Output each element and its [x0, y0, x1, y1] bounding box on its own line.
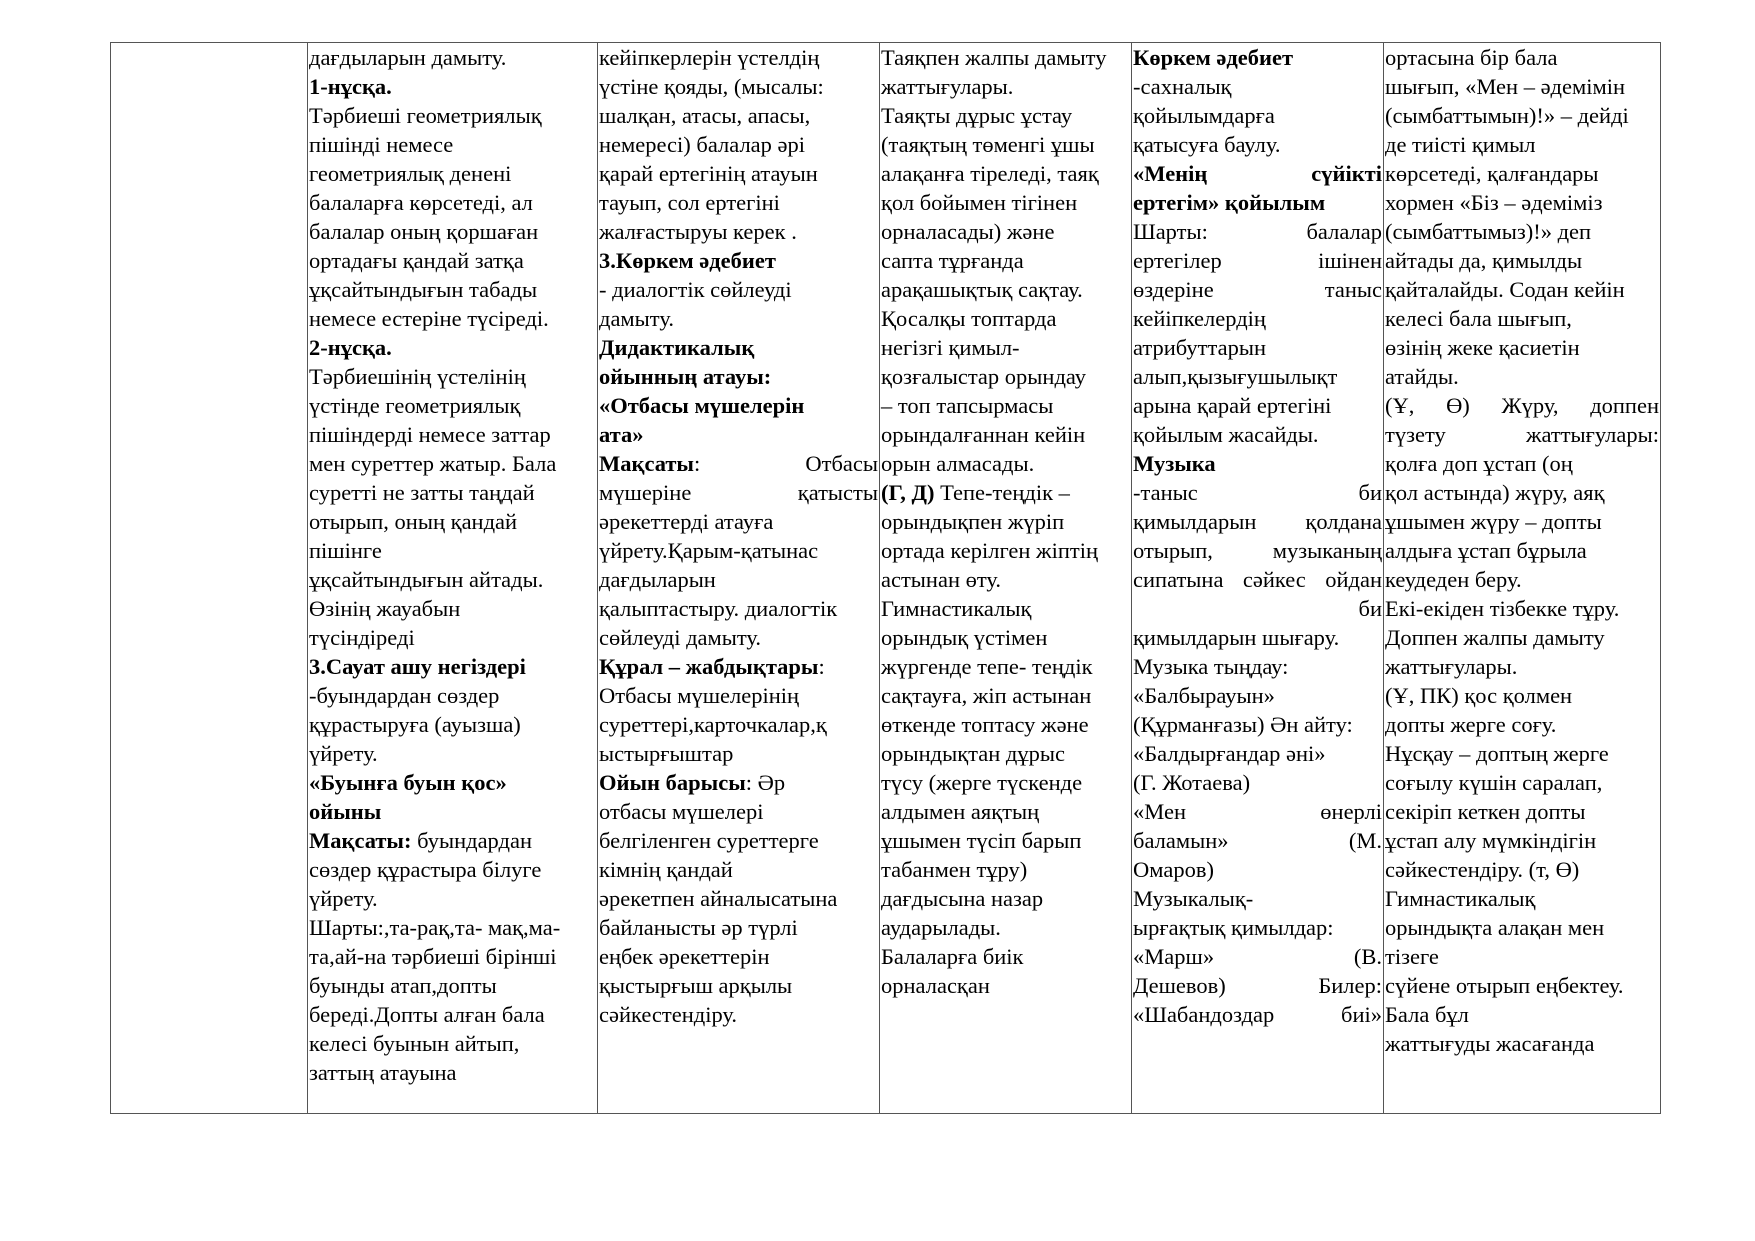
text-run: Тепе-теңдік –	[934, 480, 1070, 505]
text-line: би	[1358, 596, 1382, 621]
text-line: 1-нұсқа.	[309, 74, 392, 99]
text-line	[1133, 478, 1382, 507]
text-line: пішінді немесе	[309, 132, 454, 157]
text-line	[1385, 420, 1659, 449]
text-line: 3.Көркем әдебиет	[599, 248, 776, 273]
text-run: ойдан	[1325, 567, 1382, 592]
word-group	[599, 449, 700, 478]
text-line: заттың атауына	[309, 1060, 457, 1085]
text-line: шалқан, атасы, апасы,	[599, 103, 811, 128]
text-line: құрастыруға (ауызша)	[309, 712, 521, 737]
text-run: ішінен	[1318, 248, 1382, 273]
text-line	[881, 478, 1130, 507]
text-line: белгіленген суреттерге	[599, 828, 819, 853]
text-line: немесе естеріне түсіреді.	[309, 306, 549, 331]
text-line	[1133, 507, 1382, 536]
text-run: «Шабандоздар	[1133, 1002, 1275, 1027]
text-line: Балаларға биік	[881, 944, 1024, 969]
text-line: тауып, сол ертегіні	[599, 190, 780, 215]
text-line: жалғастыруы керек .	[599, 219, 797, 244]
text-run: -таныс	[1133, 480, 1198, 505]
text-line: Тәрбиешінің үстелінің	[309, 364, 526, 389]
text-line: ортадағы қандай затқа	[309, 248, 524, 273]
word-group	[1318, 971, 1382, 1000]
text-run: «Марш»	[1133, 944, 1215, 969]
text-line: (таяқтың төменгі ұшы	[881, 132, 1095, 157]
text-line: алып,қызығушылықт	[1133, 364, 1338, 389]
text-line: «Балдырғандар әні»	[1133, 741, 1326, 766]
text-line: орындықпен жүріп	[881, 509, 1065, 534]
text-line: үйрету.	[309, 741, 378, 766]
text-line: Музыкалық-	[1133, 886, 1254, 911]
word-group	[1305, 507, 1382, 536]
text-line: ырғақтық қимылдар:	[1133, 915, 1334, 940]
text-run: қатысты	[797, 480, 878, 505]
text-line: орналасады) және	[881, 219, 1055, 244]
text-line: арына қарай ертегіні	[1133, 393, 1332, 418]
text-line: қайталайды. Содан кейін	[1385, 277, 1625, 302]
text-line	[1133, 275, 1382, 304]
text-run: балалар	[1306, 219, 1382, 244]
word-group	[599, 478, 691, 507]
text-line	[599, 652, 878, 681]
text-line: Музыка тыңдау:	[1133, 654, 1289, 679]
text-line: кейіпкелердің	[1133, 306, 1266, 331]
text-run: мүшеріне	[599, 480, 692, 505]
col-1-cell	[308, 43, 598, 1114]
text-line: Дидактикалық	[599, 335, 755, 360]
text-line: мен суреттер жатыр. Бала	[309, 451, 557, 476]
text-run: «Менің	[1133, 161, 1208, 186]
text-line	[1133, 217, 1382, 246]
text-run: (М.	[1348, 828, 1382, 853]
text-line: 3.Сауат ашу негіздері	[309, 654, 526, 679]
text-run: Құрал – жабдықтары	[599, 654, 819, 679]
text-run: Ойын барысы	[599, 770, 746, 795]
text-line: ертегім» қойылым	[1133, 190, 1326, 215]
text-line	[1133, 1000, 1382, 1029]
word-group	[1446, 391, 1470, 420]
text-line: қарай ертегінің атауын	[599, 161, 818, 186]
text-line	[1385, 391, 1659, 420]
text-line: алдыға ұстап бұрыла	[1385, 538, 1587, 563]
text-line: - диалогтік сөйлеуді	[599, 277, 792, 302]
text-line: (Ұ, ПК) қос қолмен	[1385, 683, 1573, 708]
text-run: қимылдарын	[1133, 509, 1257, 534]
text-line	[599, 768, 878, 797]
text-line: орналасқан	[881, 973, 990, 998]
text-line: келесі бала шығып,	[1385, 306, 1572, 331]
text-line: қолға доп ұстап (оң	[1385, 451, 1573, 476]
text-line: кеудеден беру.	[1385, 567, 1522, 592]
text-line: табанмен тұру)	[881, 857, 1028, 882]
text-line: буынды атап,допты	[309, 973, 497, 998]
text-line: алдымен аяқтың	[881, 799, 1040, 824]
text-line: ұстап алу мүмкіндігін	[1385, 828, 1597, 853]
text-line: балалар оның қоршаған	[309, 219, 539, 244]
text-run: отырып,	[1133, 538, 1213, 563]
text-line: Көркем әдебиет	[1133, 45, 1294, 70]
text-line: отырып, оның қандай	[309, 509, 518, 534]
text-line: -буындардан сөздер	[309, 683, 500, 708]
text-run: Отбасы	[805, 451, 878, 476]
text-line: түсу (жерге түскенде	[881, 770, 1083, 795]
text-line: қыстырғыш арқылы	[599, 973, 793, 998]
text-line	[599, 478, 878, 507]
word-group	[1133, 159, 1207, 188]
text-line: қатысуға баулу.	[1133, 132, 1281, 157]
text-line: орындық үстімен	[881, 625, 1048, 650]
text-run: түзету	[1385, 422, 1446, 447]
text-line: балаларға көрсетеді, ал	[309, 190, 533, 215]
text-run: қолдана	[1305, 509, 1382, 534]
col-2-cell	[598, 43, 880, 1114]
text-run: сәйкес	[1242, 567, 1306, 592]
text-line: түсіндіреді	[309, 625, 415, 650]
text-line: орын алмасады.	[881, 451, 1035, 476]
text-line: Екі-екіден тізбекке тұру.	[1385, 596, 1620, 621]
col-4-cell	[1132, 43, 1384, 1114]
word-group	[1385, 391, 1414, 420]
text-run: таныс	[1324, 277, 1382, 302]
text-line: орындықтан дұрыс	[881, 741, 1065, 766]
text-run: сипатына	[1133, 567, 1224, 592]
text-line	[1133, 565, 1382, 594]
text-line: астынан өту.	[881, 567, 1002, 592]
text-line: сөйлеуді дамыту.	[599, 625, 762, 650]
text-line: өткенде топтасу және	[881, 712, 1089, 737]
word-group	[1325, 565, 1382, 594]
text-line: атрибуттарын	[1133, 335, 1266, 360]
text-line: ортасына бір бала	[1385, 45, 1558, 70]
text-line: аударылады.	[881, 915, 1001, 940]
text-line: немересі) балалар әрі	[599, 132, 806, 157]
word-group	[1133, 565, 1223, 594]
word-group	[1341, 1000, 1382, 1029]
text-line: Тәрбиеші геометриялық	[309, 103, 542, 128]
text-line: ұшымен түсіп барып	[881, 828, 1082, 853]
text-line: та,ай-на тәрбиеші бірінші	[309, 944, 557, 969]
text-run: ертегілер	[1133, 248, 1222, 273]
text-run: биі»	[1341, 1002, 1382, 1027]
text-line: келесі буынын айтып,	[309, 1031, 520, 1056]
word-group	[1502, 391, 1559, 420]
text-run: :	[694, 451, 701, 476]
text-line: қалыптастыру. диалогтік	[599, 596, 838, 621]
text-line: геометриялық денені	[309, 161, 512, 186]
text-line: Таяқты дұрыс ұстау	[881, 103, 1073, 128]
table-row	[111, 43, 1661, 1114]
word-group	[1133, 217, 1208, 246]
text-line: жаттығулары.	[1385, 654, 1518, 679]
text-line: пішінге	[309, 538, 382, 563]
text-line: әрекетпен айналысатына	[599, 886, 838, 911]
text-line: дағдыларын	[599, 567, 716, 592]
text-line: сүйене отырып еңбектеу.	[1385, 973, 1624, 998]
text-line: қозғалыстар орындау	[881, 364, 1086, 389]
word-group	[1243, 565, 1306, 594]
word-group	[1273, 536, 1382, 565]
text-line: ата»	[599, 422, 644, 447]
word-group	[1133, 797, 1186, 826]
text-run: Мақсаты	[599, 451, 694, 476]
text-line: дамыту.	[599, 306, 674, 331]
text-line: қол бойымен тігінен	[881, 190, 1078, 215]
text-run: Жүру,	[1501, 393, 1559, 418]
text-line: орындықта алақан мен	[1385, 915, 1605, 940]
text-line: үйрету.Қарым-қатынас	[599, 538, 819, 563]
text-run: Дешевов)	[1133, 973, 1226, 998]
text-line: жаттығуды жасағанда	[1385, 1031, 1595, 1056]
col-0-cell	[111, 43, 308, 1114]
text-line: Гимнастикалық	[1385, 886, 1536, 911]
text-line: кейіпкерлерін үстелдің	[599, 45, 820, 70]
text-line: Бала бұл	[1385, 1002, 1469, 1027]
text-line	[309, 826, 596, 855]
text-line: сақтауға, жіп астынан	[881, 683, 1092, 708]
text-run: баламын»	[1133, 828, 1229, 853]
text-line: сөздер құрастыра білуге	[309, 857, 542, 882]
word-group	[1320, 797, 1382, 826]
text-line: -сахналық	[1133, 74, 1232, 99]
text-line: үстінде геометриялық	[309, 393, 521, 418]
text-line	[1133, 536, 1382, 565]
text-line: «Отбасы мүшелерін	[599, 393, 805, 418]
text-run: доппен	[1590, 393, 1659, 418]
word-group	[805, 449, 878, 478]
word-group	[1133, 478, 1198, 507]
text-line: айтады да, қимылды	[1385, 248, 1583, 273]
text-run: өздеріне	[1133, 277, 1214, 302]
text-run: Шарты:	[1133, 219, 1208, 244]
text-run: (Ұ,	[1385, 393, 1415, 418]
text-line: өзінің жеке қасиетін	[1385, 335, 1580, 360]
text-line: ұшымен жүру – допты	[1385, 509, 1602, 534]
text-line: ұқсайтындығын табады	[309, 277, 538, 302]
text-line	[1133, 797, 1382, 826]
text-line: суреттері,карточкалар,қ	[599, 712, 827, 737]
text-line: қол астында) жүру, аяқ	[1385, 480, 1605, 505]
text-line: (сымбаттымын)!» – дейді	[1385, 103, 1629, 128]
text-line: негізгі қимыл-	[881, 335, 1020, 360]
text-line: ортада керілген жіптің	[881, 538, 1098, 563]
word-group	[1349, 826, 1382, 855]
text-run: Мақсаты:	[309, 828, 412, 853]
word-group	[1133, 1000, 1274, 1029]
text-line	[1133, 826, 1382, 855]
word-group	[1133, 246, 1222, 275]
text-line: атайды.	[1385, 364, 1459, 389]
word-group	[1133, 971, 1226, 1000]
text-line: шығып, «Мен – әдемімін	[1385, 74, 1626, 99]
text-line: алақанға тіреледі, таяқ	[881, 161, 1099, 186]
text-run: жаттығулары:	[1525, 422, 1659, 447]
text-run: (В.	[1353, 944, 1382, 969]
lesson-plan-table	[110, 42, 1661, 1114]
text-line: – топ тапсырмасы	[881, 393, 1054, 418]
text-line: допты жерге соғу.	[1385, 712, 1557, 737]
word-group	[1133, 942, 1214, 971]
text-run: : Әр	[745, 770, 786, 795]
text-line: Өзінің жауабын	[309, 596, 461, 621]
text-line: секіріп кеткен допты	[1385, 799, 1586, 824]
word-group	[1590, 391, 1659, 420]
text-line: еңбек әрекеттерін	[599, 944, 770, 969]
text-line: соғылу күшін саралап,	[1385, 770, 1603, 795]
text-line	[1133, 159, 1382, 188]
text-line: дағдыларын дамыту.	[309, 45, 507, 70]
text-line: Гимнастикалық	[881, 596, 1032, 621]
text-run: музыканың	[1272, 538, 1382, 563]
text-line: үйрету.	[309, 886, 378, 911]
text-line: әрекеттерді атауға	[599, 509, 774, 534]
word-group	[1133, 826, 1229, 855]
text-run: (Г, Д)	[881, 480, 935, 505]
col-3-cell	[880, 43, 1132, 1114]
text-line	[1133, 971, 1382, 1000]
text-run: сүйікті	[1311, 161, 1382, 186]
text-line: Музыка	[1133, 451, 1216, 476]
word-group	[1526, 420, 1659, 449]
text-line: ұқсайтындығын айтады.	[309, 567, 544, 592]
text-line: орындалғаннан кейін	[881, 422, 1086, 447]
text-line: кімнің қандай	[599, 857, 733, 882]
text-line: дағдысына назар	[881, 886, 1044, 911]
word-group	[1318, 246, 1382, 275]
text-line: отбасы мүшелері	[599, 799, 764, 824]
text-line: қойылымдарға	[1133, 103, 1275, 128]
text-line	[1133, 246, 1382, 275]
text-line: жүргенде тепе- теңдік	[881, 654, 1093, 679]
text-run: «Мен	[1133, 799, 1186, 824]
text-line: сапта тұрғанда	[881, 248, 1024, 273]
text-line: сәйкестендіру. (т, Ө)	[1385, 857, 1580, 882]
text-line: 2-нұсқа.	[309, 335, 392, 360]
text-line: қимылдарын шығару.	[1133, 625, 1340, 650]
text-line: Омаров)	[1133, 857, 1214, 882]
text-line: пішіндерді немесе заттар	[309, 422, 551, 447]
text-run: Билер:	[1318, 973, 1382, 998]
text-run: :	[818, 654, 825, 679]
text-line: ойынның атауы:	[599, 364, 772, 389]
text-line: хормен «Біз – әдеміміз	[1385, 190, 1603, 215]
text-line: (Құрманғазы) Ән айту:	[1133, 712, 1353, 737]
text-line: тізеге	[1385, 944, 1439, 969]
word-group	[1354, 942, 1382, 971]
word-group	[1133, 536, 1213, 565]
text-line: Доппен жалпы дамыту	[1385, 625, 1605, 650]
text-line: жаттығулары.	[881, 74, 1014, 99]
text-line: «Балбырауын»	[1133, 683, 1275, 708]
text-line	[599, 449, 878, 478]
text-line: Таяқпен жалпы дамыту	[881, 45, 1107, 70]
text-line: Отбасы мүшелерінің	[599, 683, 800, 708]
word-group	[1311, 159, 1382, 188]
text-run: буындардан	[411, 828, 532, 853]
word-group	[1325, 275, 1382, 304]
text-line	[1133, 942, 1382, 971]
col-5-cell	[1384, 43, 1661, 1114]
text-line: «Буынға буын қос»	[309, 770, 507, 795]
word-group	[1133, 507, 1256, 536]
text-line: көрсетеді, қалғандары	[1385, 161, 1599, 186]
text-line: Қосалқы топтарда	[881, 306, 1057, 331]
text-line: сәйкестендіру.	[599, 1002, 738, 1027]
text-line: Шарты:,та-рақ,та- мақ,ма-	[309, 915, 561, 940]
word-group	[1133, 275, 1214, 304]
text-line: (сымбаттымыз)!» деп	[1385, 219, 1592, 244]
text-line: (Г. Жотаева)	[1133, 770, 1251, 795]
text-run: Ө)	[1446, 393, 1470, 418]
text-line: суретті не затты таңдай	[309, 480, 535, 505]
text-line: үстіне қояды, (мысалы:	[599, 74, 824, 99]
text-line: байланысты әр түрлі	[599, 915, 798, 940]
word-group	[1306, 217, 1382, 246]
text-run: би	[1358, 480, 1382, 505]
text-run: өнерлі	[1320, 799, 1382, 824]
text-line: Нұсқау – доптың жерге	[1385, 741, 1609, 766]
text-line: ойыны	[309, 799, 382, 824]
text-line: ыстырғыштар	[599, 741, 734, 766]
text-line: қойылым жасайды.	[1133, 422, 1319, 447]
word-group	[798, 478, 878, 507]
word-group	[1385, 420, 1446, 449]
text-line: арақашықтық сақтау.	[881, 277, 1083, 302]
text-line: де тиісті қимыл	[1385, 132, 1536, 157]
text-line: береді.Допты алған бала	[309, 1002, 545, 1027]
word-group	[1359, 478, 1383, 507]
